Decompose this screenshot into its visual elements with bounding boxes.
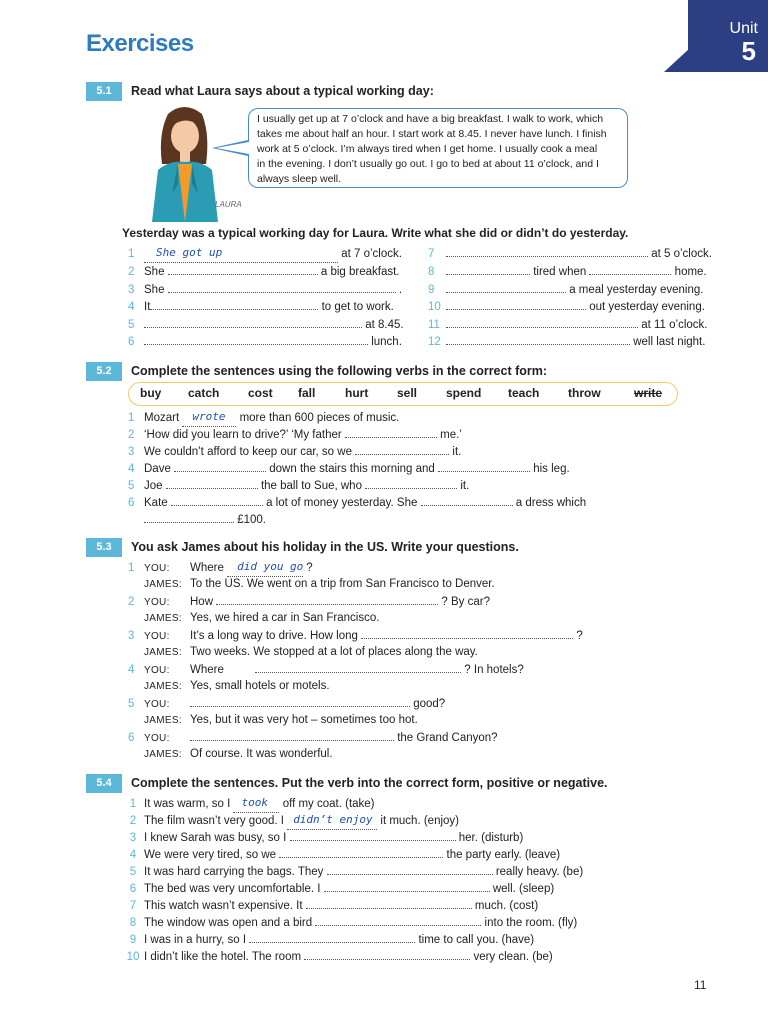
item-text: The window was open and a bird [144,917,313,929]
handwritten-answer: took [241,796,268,809]
item-text: at 8.45. [365,319,404,331]
exercise-item-5-4-5 [122,864,583,880]
item-text: lunch. [371,336,402,348]
page-title: Exercises [86,30,194,57]
item-number: 7 [129,900,137,912]
answer-blank[interactable] [144,334,368,345]
answer-blank[interactable] [168,264,318,275]
page-number: 11 [694,978,707,992]
item-number: 10 [126,951,140,963]
speaker-label: JAMES: [144,681,182,692]
item-text: The bed was very uncomfortable. I [144,883,321,895]
item-number: 5 [128,319,135,331]
answer-blank[interactable] [171,495,263,506]
answer-blank[interactable] [327,864,493,875]
exercise-item-5-1-7 [428,246,712,262]
item-number: 9 [129,934,137,946]
speaker-label: YOU: [144,631,170,642]
speaker-label: JAMES: [144,579,182,590]
item-text: it much. (enjoy) [380,815,459,827]
answer-blank[interactable] [315,915,481,926]
item-text: Joe [144,480,163,492]
answer-blank[interactable] [287,813,377,830]
answer-blank[interactable] [304,949,470,960]
verb-option: buy [140,386,162,400]
item-text: home. [674,266,707,278]
verb-option: cost [248,386,273,400]
exercise-item-5-2-1 [128,410,399,427]
item-number: 3 [129,832,137,844]
item-text: ? By car? [441,596,490,608]
verb-option-used: write [634,386,663,400]
item-number: 4 [129,849,137,861]
item-number: 6 [128,732,135,744]
unit-label: Unit [729,20,758,37]
verb-option: throw [568,386,601,400]
dialogue-james-1 [144,577,495,592]
verb-option: teach [508,386,540,400]
exercise-item-5-1-6 [128,334,402,350]
dialogue-james-4 [144,679,330,694]
item-text: to get to work. [321,301,394,313]
item-text: very clean. (be) [473,951,553,963]
item-text: I didn’t like the hotel. The room [144,951,302,963]
answer-blank[interactable] [421,495,513,506]
handwritten-answer: She got up [156,246,223,259]
answer-blank[interactable] [438,461,530,472]
item-number: 5 [128,480,135,492]
answer-blank[interactable] [446,282,566,293]
exercise-item-5-1-3 [128,282,402,298]
handwritten-answer: didn’t enjoy [293,813,373,826]
item-text: ‘How did you learn to drive?’ ‘My father [144,429,342,441]
bubble-line: always sleep well. [257,173,342,185]
item-text: down the stairs this morning and [269,463,435,475]
item-text: well. (sleep) [492,883,555,895]
unit-tab-corner [664,48,690,74]
item-number: 1 [128,248,135,260]
item-text: into the room. (fly) [484,917,578,929]
dialogue-james-5 [144,713,418,728]
dialogue-you-2 [128,594,490,610]
item-number: 4 [128,301,135,313]
item-text: Where [190,664,224,676]
item-text: We couldn’t afford to keep our car, so we [144,446,352,458]
section-badge-5-2: 5.2 [86,362,122,381]
bubble-line: takes me about half an hour. I start work at 8.45. I never have lunch. I finish [257,128,607,140]
exercise-item-5-1-11 [428,317,707,333]
item-text: off my coat. (take) [282,798,375,810]
unit-tab [688,0,768,72]
answer-blank[interactable] [182,410,236,427]
answer-blank[interactable] [446,264,530,275]
speech-bubble-tail-inner [216,142,249,154]
speaker-label: YOU: [144,597,170,608]
dialogue-james-2 [144,611,379,626]
exercise-item-5-4-1 [122,796,375,813]
item-text: How [190,596,214,608]
dialogue-james-3 [144,645,478,660]
verb-option: fall [298,386,316,400]
answer-blank[interactable] [174,461,266,472]
item-text: it. [452,446,462,458]
laura-illustration [148,104,220,222]
item-text: a big breakfast. [320,266,400,278]
exercise-item-5-1-4 [128,299,394,315]
exercise-item-5-4-6 [122,881,554,897]
item-text: Dave [144,463,171,475]
dialogue-james-6 [144,747,333,762]
section-badge-5-4: 5.4 [86,774,122,793]
item-text: Mozart [144,412,180,424]
answer-blank[interactable] [255,662,461,673]
answer-blank[interactable] [279,847,443,858]
section-instruction-5-3: You ask James about his holiday in the US. Write your questions. [131,540,519,554]
item-text: her. (disturb) [458,832,524,844]
item-text: me.’ [440,429,462,441]
item-text: the Grand Canyon? [397,732,498,744]
item-text: I was in a hurry, so I [144,934,247,946]
answer-blank[interactable] [190,730,394,741]
item-number: 1 [128,562,135,574]
answer-blank[interactable] [227,560,303,577]
item-text: Yes, we hired a car in San Francisco. [190,612,380,624]
bubble-line: work at 5 o’clock. I’m always tired when I get home. I usually cook a meal [257,143,598,155]
item-text: It was warm, so I [144,798,231,810]
dialogue-you-1 [128,560,313,577]
item-text: The film wasn’t very good. I [144,815,284,827]
item-text: the party early. (leave) [446,849,561,861]
item-text: tired when [533,266,587,278]
speaker-label: JAMES: [144,715,182,726]
answer-blank[interactable] [144,317,362,328]
item-number: 11 [428,319,440,331]
item-text: well last night. [633,336,706,348]
speaker-label: JAMES: [144,613,182,624]
item-number: 3 [128,446,135,458]
item-text: it. [460,480,470,492]
item-text: really heavy. (be) [495,866,584,878]
speaker-label: YOU: [144,733,170,744]
speaker-label: JAMES: [144,749,182,760]
exercise-subheading: Yesterday was a typical working day for Laura. Write what she did or didn’t do yesterday. [122,226,629,240]
exercise-item-5-2-2 [128,427,462,443]
item-text: Of course. It was wonderful. [190,748,333,760]
answer-blank[interactable] [216,594,438,605]
speaker-label: YOU: [144,699,170,710]
exercise-item-5-4-8 [122,915,577,931]
dialogue-you-3 [128,628,583,644]
item-text: It was hard carrying the bags. They [144,866,324,878]
bubble-line: in the evening. I don’t usually go out. I go to bed at about 11 o’clock, and I [257,158,599,170]
answer-blank[interactable] [150,299,318,310]
item-number: 5 [128,698,135,710]
answer-blank[interactable] [144,512,234,523]
item-text: time to call you. (have) [418,934,535,946]
answer-blank[interactable] [446,299,586,310]
item-number: 2 [128,266,135,278]
answer-blank[interactable] [589,264,671,275]
item-text: Two weeks. We stopped at a lot of places along the way. [190,646,478,658]
section-instruction-5-1: Read what Laura says about a typical working day: [131,84,434,98]
item-text: his leg. [533,463,570,475]
item-text: a lot of money yesterday. She [266,497,418,509]
answer-blank[interactable] [446,246,648,257]
answer-blank[interactable] [355,444,449,455]
exercise-item-5-2-3 [128,444,461,460]
section-instruction-5-4: Complete the sentences. Put the verb into the correct form, positive or negative. [131,776,608,790]
item-number: 3 [128,630,135,642]
answer-blank[interactable] [144,246,338,263]
item-number: 12 [428,336,441,348]
speech-bubble [248,108,628,188]
item-number: 2 [128,429,135,441]
item-text: much. (cost) [474,900,539,912]
item-number: 3 [128,284,135,296]
item-text: more than 600 pieces of music. [239,412,400,424]
item-text: I knew Sarah was busy, so I [144,832,287,844]
exercise-item-5-4-3 [122,830,523,846]
item-number: 6 [128,497,135,509]
exercise-item-5-4-7 [122,898,538,914]
handwritten-answer: wrote [192,410,226,423]
verb-option: sell [397,386,418,400]
illustration-caption: LAURA [215,200,242,209]
handwritten-answer: did you go [237,560,304,573]
speaker-label: JAMES: [144,647,182,658]
answer-blank[interactable] [190,696,410,707]
exercise-item-5-1-2 [128,264,400,280]
item-text: Yes, but it was very hot – sometimes too hot. [190,714,418,726]
answer-blank[interactable] [290,830,456,841]
item-text: It’s a long way to drive. How long [190,630,358,642]
item-text: ? In hotels? [464,664,524,676]
item-text: She [144,284,165,296]
item-text: To the US. We went on a trip from San Francisco to Denver. [190,578,495,590]
item-text: at 5 o’clock. [651,248,712,260]
exercise-item-5-4-9 [122,932,534,948]
item-text: Yes, small hotels or motels. [190,680,330,692]
item-number: 7 [428,248,435,260]
bubble-line: I usually get up at 7 o’clock and have a big breakfast. I walk to work, which [257,113,604,125]
exercise-item-5-1-10 [428,299,705,315]
item-number: 4 [128,463,135,475]
exercise-item-5-1-9 [428,282,703,298]
unit-number: 5 [741,36,756,66]
exercise-item-5-1-5 [128,317,404,333]
exercise-item-5-1-12 [428,334,705,350]
answer-blank[interactable] [324,881,490,892]
item-number: 1 [129,798,137,810]
answer-blank[interactable] [249,932,415,943]
item-number: 5 [129,866,137,878]
exercise-item-5-4-2 [122,813,459,830]
item-text: good? [413,698,446,710]
answer-blank[interactable] [345,427,437,438]
item-text: ? [306,562,313,574]
exercise-item-5-1-8 [428,264,707,280]
speaker-label: YOU: [144,665,170,676]
item-number: 9 [428,284,435,296]
answer-blank[interactable] [446,317,638,328]
item-text: the ball to Sue, who [260,480,362,492]
answer-blank[interactable] [306,898,472,909]
item-number: 10 [428,301,441,313]
item-text: out yesterday evening. [589,301,705,313]
item-number: 8 [129,917,137,929]
answer-blank[interactable] [365,478,457,489]
answer-blank[interactable] [361,628,573,639]
item-text: . [398,284,403,296]
item-text: at 11 o’clock. [641,319,708,331]
exercise-item-5-4-10 [122,949,553,965]
item-text: We were very tired, so we [144,849,277,861]
item-number: 2 [129,815,137,827]
item-text: at 7 o’clock. [341,248,402,260]
dialogue-you-6 [128,730,498,746]
item-number: 2 [128,596,135,608]
section-badge-5-3: 5.3 [86,538,122,557]
verb-option: hurt [345,386,369,400]
item-number: 1 [128,412,135,424]
exercise-item-5-1-1 [128,246,402,263]
item-text: ? [576,630,583,642]
item-text: She [144,266,165,278]
exercise-item-5-4-4 [122,847,560,863]
verb-option: catch [188,386,220,400]
section-instruction-5-2: Complete the sentences using the following verbs in the correct form: [131,364,548,378]
answer-blank[interactable] [233,796,279,813]
verb-option: spend [446,386,482,400]
answer-blank[interactable] [168,282,396,293]
dialogue-you-5 [128,696,445,712]
item-text: £100. [237,514,266,526]
exercise-item-5-2-6-continued [144,512,266,528]
item-text: a dress which [515,497,587,509]
item-text: Kate [144,497,168,509]
item-number: 6 [129,883,137,895]
item-text: a meal yesterday evening. [569,284,704,296]
answer-blank[interactable] [166,478,258,489]
speaker-label: YOU: [144,563,170,574]
item-number: 4 [128,664,135,676]
dialogue-you-4 [128,662,524,678]
exercise-item-5-2-6 [128,495,586,511]
item-text: It [144,301,151,313]
item-number: 6 [128,336,135,348]
item-text: Where [190,562,224,574]
item-text: This watch wasn’t expensive. It [144,900,303,912]
answer-blank[interactable] [446,334,630,345]
exercise-item-5-2-5 [128,478,469,494]
section-badge-5-1: 5.1 [86,82,122,101]
exercise-item-5-2-4 [128,461,570,477]
item-number: 8 [428,266,435,278]
